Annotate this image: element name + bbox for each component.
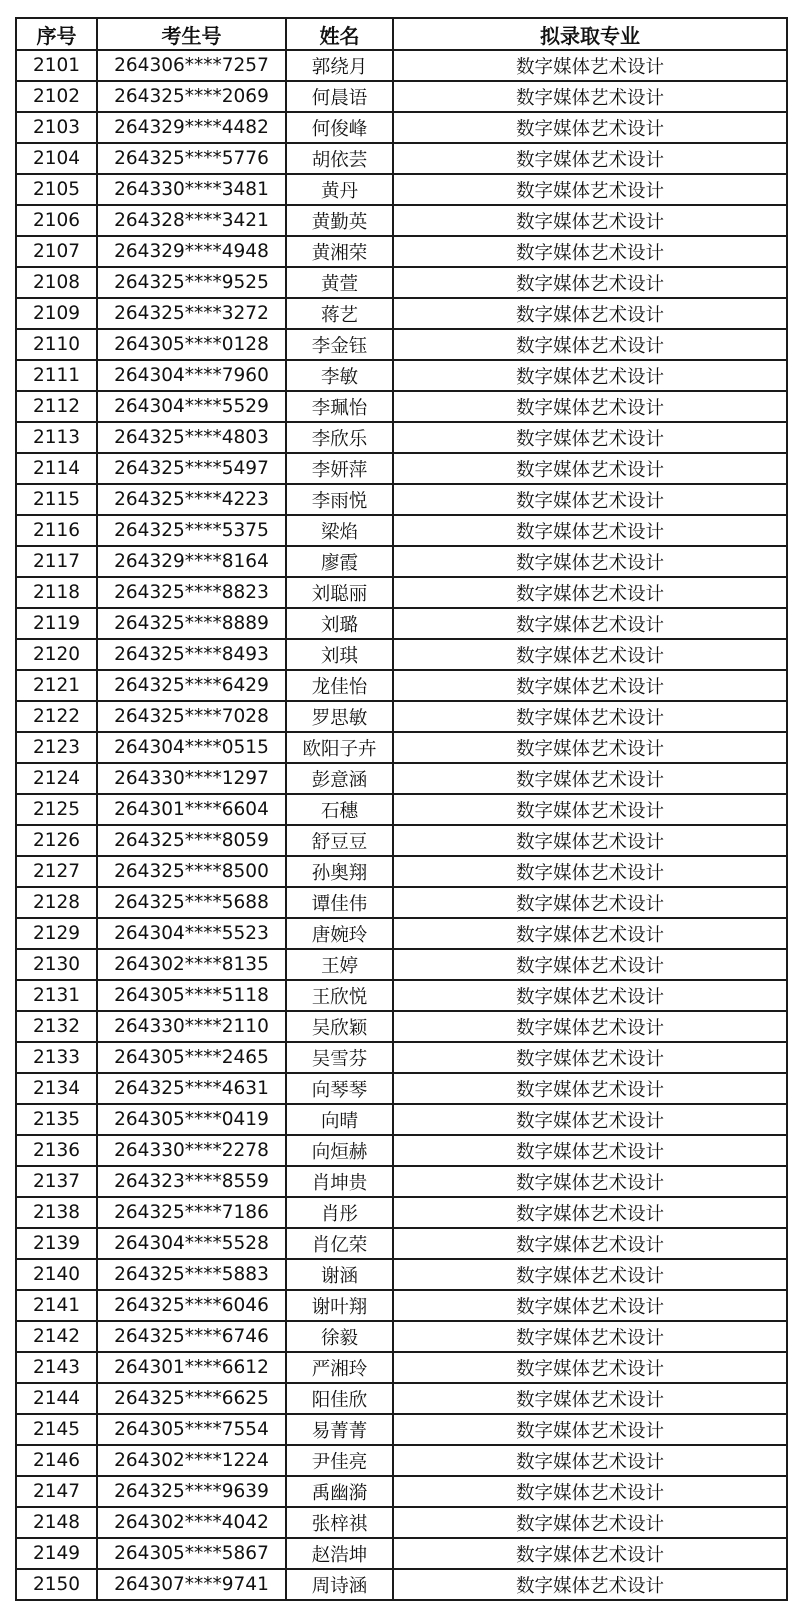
cell-name: 梁焰 [286,515,393,546]
cell-exam-number: 264305****7554 [97,1414,286,1445]
cell-exam-number: 264325****9525 [97,267,286,298]
cell-seq: 2148 [16,1507,97,1538]
cell-seq: 2126 [16,825,97,856]
cell-seq: 2104 [16,143,97,174]
cell-seq: 2130 [16,949,97,980]
table-row [16,360,787,391]
cell-seq: 2146 [16,1445,97,1476]
cell-name: 王欣悦 [286,980,393,1011]
cell-seq: 2133 [16,1042,97,1073]
cell-name: 严湘玲 [286,1352,393,1383]
cell-exam-number: 264330****3481 [97,174,286,205]
cell-seq: 2137 [16,1166,97,1197]
cell-seq: 2143 [16,1352,97,1383]
table-row [16,825,787,856]
cell-seq: 2141 [16,1290,97,1321]
cell-major: 数字媒体艺术设计 [393,763,787,794]
cell-name: 向晴 [286,1104,393,1135]
cell-seq: 2117 [16,546,97,577]
cell-major: 数字媒体艺术设计 [393,1476,787,1507]
table-row [16,453,787,484]
cell-major: 数字媒体艺术设计 [393,918,787,949]
cell-seq: 2125 [16,794,97,825]
cell-name: 李雨悦 [286,484,393,515]
cell-seq: 2144 [16,1383,97,1414]
cell-name: 阳佳欣 [286,1383,393,1414]
cell-major: 数字媒体艺术设计 [393,577,787,608]
table-row [16,1228,787,1259]
cell-exam-number: 264304****5528 [97,1228,286,1259]
table-row [16,980,787,1011]
cell-major: 数字媒体艺术设计 [393,236,787,267]
cell-exam-number: 264325****5776 [97,143,286,174]
cell-major: 数字媒体艺术设计 [393,174,787,205]
cell-name: 蒋艺 [286,298,393,329]
cell-name: 禹幽漪 [286,1476,393,1507]
cell-seq: 2101 [16,50,97,81]
cell-major: 数字媒体艺术设计 [393,1538,787,1569]
table-row [16,639,787,670]
cell-exam-number: 264325****8823 [97,577,286,608]
cell-exam-number: 264325****8889 [97,608,286,639]
table-row [16,81,787,112]
table-row [16,422,787,453]
cell-major: 数字媒体艺术设计 [393,1042,787,1073]
table-row [16,1042,787,1073]
table-row [16,50,787,81]
cell-major: 数字媒体艺术设计 [393,1073,787,1104]
table-row [16,267,787,298]
cell-seq: 2128 [16,887,97,918]
cell-seq: 2109 [16,298,97,329]
cell-major: 数字媒体艺术设计 [393,112,787,143]
cell-name: 何俊峰 [286,112,393,143]
table-row [16,1507,787,1538]
table-row [16,484,787,515]
cell-exam-number: 264302****1224 [97,1445,286,1476]
table-row [16,329,787,360]
cell-seq: 2106 [16,205,97,236]
cell-name: 罗思敏 [286,701,393,732]
cell-name: 郭绕月 [286,50,393,81]
cell-seq: 2116 [16,515,97,546]
cell-major: 数字媒体艺术设计 [393,484,787,515]
cell-name: 吴欣颖 [286,1011,393,1042]
cell-seq: 2114 [16,453,97,484]
cell-exam-number: 264304****5529 [97,391,286,422]
cell-major: 数字媒体艺术设计 [393,732,787,763]
cell-exam-number: 264305****5118 [97,980,286,1011]
cell-name: 李敏 [286,360,393,391]
cell-name: 谭佳伟 [286,887,393,918]
cell-major: 数字媒体艺术设计 [393,825,787,856]
cell-seq: 2138 [16,1197,97,1228]
header-row [16,18,787,50]
cell-exam-number: 264325****5688 [97,887,286,918]
cell-exam-number: 264305****5867 [97,1538,286,1569]
cell-name: 吴雪芬 [286,1042,393,1073]
cell-major: 数字媒体艺术设计 [393,50,787,81]
cell-seq: 2119 [16,608,97,639]
cell-major: 数字媒体艺术设计 [393,794,787,825]
table-row [16,1538,787,1569]
cell-exam-number: 264325****6746 [97,1321,286,1352]
cell-exam-number: 264325****6046 [97,1290,286,1321]
cell-name: 刘琪 [286,639,393,670]
cell-exam-number: 264329****4948 [97,236,286,267]
cell-seq: 2127 [16,856,97,887]
cell-major: 数字媒体艺术设计 [393,639,787,670]
cell-exam-number: 264302****8135 [97,949,286,980]
cell-exam-number: 264325****7028 [97,701,286,732]
cell-major: 数字媒体艺术设计 [393,422,787,453]
cell-name: 黄湘荣 [286,236,393,267]
cell-exam-number: 264325****5375 [97,515,286,546]
cell-exam-number: 264304****7960 [97,360,286,391]
table-row [16,763,787,794]
cell-name: 石穗 [286,794,393,825]
cell-major: 数字媒体艺术设计 [393,1259,787,1290]
cell-name: 易菁菁 [286,1414,393,1445]
table-row [16,1383,787,1414]
cell-name: 廖霞 [286,546,393,577]
cell-seq: 2142 [16,1321,97,1352]
cell-major: 数字媒体艺术设计 [393,1135,787,1166]
cell-major: 数字媒体艺术设计 [393,980,787,1011]
cell-seq: 2147 [16,1476,97,1507]
table-row [16,1011,787,1042]
cell-seq: 2115 [16,484,97,515]
cell-exam-number: 264302****4042 [97,1507,286,1538]
cell-name: 肖亿荣 [286,1228,393,1259]
cell-exam-number: 264325****4223 [97,484,286,515]
cell-exam-number: 264325****4803 [97,422,286,453]
cell-seq: 2118 [16,577,97,608]
cell-major: 数字媒体艺术设计 [393,1197,787,1228]
cell-seq: 2110 [16,329,97,360]
table-row [16,1476,787,1507]
cell-name: 王婷 [286,949,393,980]
cell-major: 数字媒体艺术设计 [393,670,787,701]
cell-exam-number: 264330****1297 [97,763,286,794]
table-row [16,732,787,763]
cell-major: 数字媒体艺术设计 [393,856,787,887]
cell-exam-number: 264325****5883 [97,1259,286,1290]
cell-name: 李妍萍 [286,453,393,484]
cell-seq: 2103 [16,112,97,143]
table-row [16,1321,787,1352]
cell-seq: 2112 [16,391,97,422]
cell-seq: 2111 [16,360,97,391]
cell-exam-number: 264325****8059 [97,825,286,856]
cell-exam-number: 264301****6604 [97,794,286,825]
cell-exam-number: 264325****2069 [97,81,286,112]
cell-seq: 2120 [16,639,97,670]
cell-seq: 2121 [16,670,97,701]
table-row [16,174,787,205]
cell-major: 数字媒体艺术设计 [393,701,787,732]
cell-major: 数字媒体艺术设计 [393,546,787,577]
cell-name: 黄勤英 [286,205,393,236]
cell-name: 李珮怡 [286,391,393,422]
table-row [16,515,787,546]
cell-name: 徐毅 [286,1321,393,1352]
cell-major: 数字媒体艺术设计 [393,205,787,236]
header-seq: 序号 [16,18,97,50]
cell-exam-number: 264325****5497 [97,453,286,484]
cell-major: 数字媒体艺术设计 [393,1383,787,1414]
cell-seq: 2107 [16,236,97,267]
cell-seq: 2140 [16,1259,97,1290]
table-row [16,1135,787,1166]
cell-exam-number: 264330****2110 [97,1011,286,1042]
table-row [16,670,787,701]
cell-major: 数字媒体艺术设计 [393,1011,787,1042]
cell-name: 向烜赫 [286,1135,393,1166]
table-row [16,143,787,174]
table-row [16,298,787,329]
header-exam-number: 考生号 [97,18,286,50]
cell-exam-number: 264325****8500 [97,856,286,887]
cell-exam-number: 264306****7257 [97,50,286,81]
cell-name: 何晨语 [286,81,393,112]
cell-exam-number: 264301****6612 [97,1352,286,1383]
table-row [16,949,787,980]
cell-exam-number: 264305****0128 [97,329,286,360]
table-body [16,50,787,1600]
cell-seq: 2113 [16,422,97,453]
cell-name: 张梓祺 [286,1507,393,1538]
cell-exam-number: 264307****9741 [97,1569,286,1600]
cell-major: 数字媒体艺术设计 [393,1166,787,1197]
cell-seq: 2124 [16,763,97,794]
cell-major: 数字媒体艺术设计 [393,298,787,329]
cell-seq: 2136 [16,1135,97,1166]
cell-major: 数字媒体艺术设计 [393,1569,787,1600]
cell-seq: 2129 [16,918,97,949]
cell-seq: 2122 [16,701,97,732]
cell-exam-number: 264325****6429 [97,670,286,701]
cell-major: 数字媒体艺术设计 [393,1104,787,1135]
table-header [16,18,787,50]
cell-seq: 2123 [16,732,97,763]
cell-name: 唐婉玲 [286,918,393,949]
header-major: 拟录取专业 [393,18,787,50]
table-row [16,1352,787,1383]
table-row [16,1290,787,1321]
table-row [16,856,787,887]
cell-major: 数字媒体艺术设计 [393,1414,787,1445]
cell-name: 胡依芸 [286,143,393,174]
cell-seq: 2135 [16,1104,97,1135]
cell-exam-number: 264325****9639 [97,1476,286,1507]
cell-seq: 2150 [16,1569,97,1600]
cell-major: 数字媒体艺术设计 [393,391,787,422]
cell-exam-number: 264325****6625 [97,1383,286,1414]
cell-major: 数字媒体艺术设计 [393,949,787,980]
cell-exam-number: 264305****2465 [97,1042,286,1073]
table-row [16,1445,787,1476]
cell-name: 肖彤 [286,1197,393,1228]
cell-major: 数字媒体艺术设计 [393,360,787,391]
cell-major: 数字媒体艺术设计 [393,1228,787,1259]
cell-name: 向琴琴 [286,1073,393,1104]
cell-major: 数字媒体艺术设计 [393,1290,787,1321]
table-row [16,794,787,825]
table-row [16,918,787,949]
table-row [16,1569,787,1600]
table-row [16,1166,787,1197]
cell-name: 欧阳子卉 [286,732,393,763]
cell-seq: 2145 [16,1414,97,1445]
cell-major: 数字媒体艺术设计 [393,143,787,174]
cell-major: 数字媒体艺术设计 [393,887,787,918]
cell-major: 数字媒体艺术设计 [393,329,787,360]
cell-major: 数字媒体艺术设计 [393,267,787,298]
cell-seq: 2149 [16,1538,97,1569]
cell-exam-number: 264330****2278 [97,1135,286,1166]
cell-seq: 2105 [16,174,97,205]
cell-major: 数字媒体艺术设计 [393,1321,787,1352]
table-row [16,1073,787,1104]
cell-name: 龙佳怡 [286,670,393,701]
table-row [16,577,787,608]
table-row [16,546,787,577]
table-row [16,1104,787,1135]
table-row [16,608,787,639]
cell-major: 数字媒体艺术设计 [393,515,787,546]
cell-exam-number: 264304****0515 [97,732,286,763]
table-row [16,391,787,422]
cell-seq: 2131 [16,980,97,1011]
header-name: 姓名 [286,18,393,50]
cell-major: 数字媒体艺术设计 [393,453,787,484]
cell-major: 数字媒体艺术设计 [393,608,787,639]
cell-seq: 2132 [16,1011,97,1042]
cell-seq: 2134 [16,1073,97,1104]
table-row [16,205,787,236]
cell-major: 数字媒体艺术设计 [393,1507,787,1538]
cell-major: 数字媒体艺术设计 [393,81,787,112]
cell-name: 赵浩坤 [286,1538,393,1569]
table-row [16,1197,787,1228]
cell-exam-number: 264329****8164 [97,546,286,577]
cell-seq: 2108 [16,267,97,298]
table-row [16,236,787,267]
cell-name: 孙奥翔 [286,856,393,887]
cell-name: 李金钰 [286,329,393,360]
cell-exam-number: 264325****7186 [97,1197,286,1228]
cell-major: 数字媒体艺术设计 [393,1352,787,1383]
table-row [16,112,787,143]
cell-name: 谢涵 [286,1259,393,1290]
cell-exam-number: 264328****3421 [97,205,286,236]
cell-seq: 2102 [16,81,97,112]
table-row [16,887,787,918]
cell-exam-number: 264323****8559 [97,1166,286,1197]
cell-exam-number: 264304****5523 [97,918,286,949]
cell-exam-number: 264329****4482 [97,112,286,143]
cell-name: 周诗涵 [286,1569,393,1600]
cell-exam-number: 264325****8493 [97,639,286,670]
cell-major: 数字媒体艺术设计 [393,1445,787,1476]
table-row [16,1259,787,1290]
cell-name: 舒豆豆 [286,825,393,856]
cell-name: 尹佳亮 [286,1445,393,1476]
cell-name: 黄丹 [286,174,393,205]
cell-seq: 2139 [16,1228,97,1259]
cell-name: 刘璐 [286,608,393,639]
cell-name: 刘聪丽 [286,577,393,608]
table-row [16,701,787,732]
cell-name: 彭意涵 [286,763,393,794]
cell-exam-number: 264325****4631 [97,1073,286,1104]
cell-name: 肖坤贵 [286,1166,393,1197]
cell-name: 谢叶翔 [286,1290,393,1321]
cell-name: 李欣乐 [286,422,393,453]
cell-exam-number: 264325****3272 [97,298,286,329]
admission-list-table [15,17,788,1601]
cell-name: 黄萱 [286,267,393,298]
cell-exam-number: 264305****0419 [97,1104,286,1135]
table-row [16,1414,787,1445]
